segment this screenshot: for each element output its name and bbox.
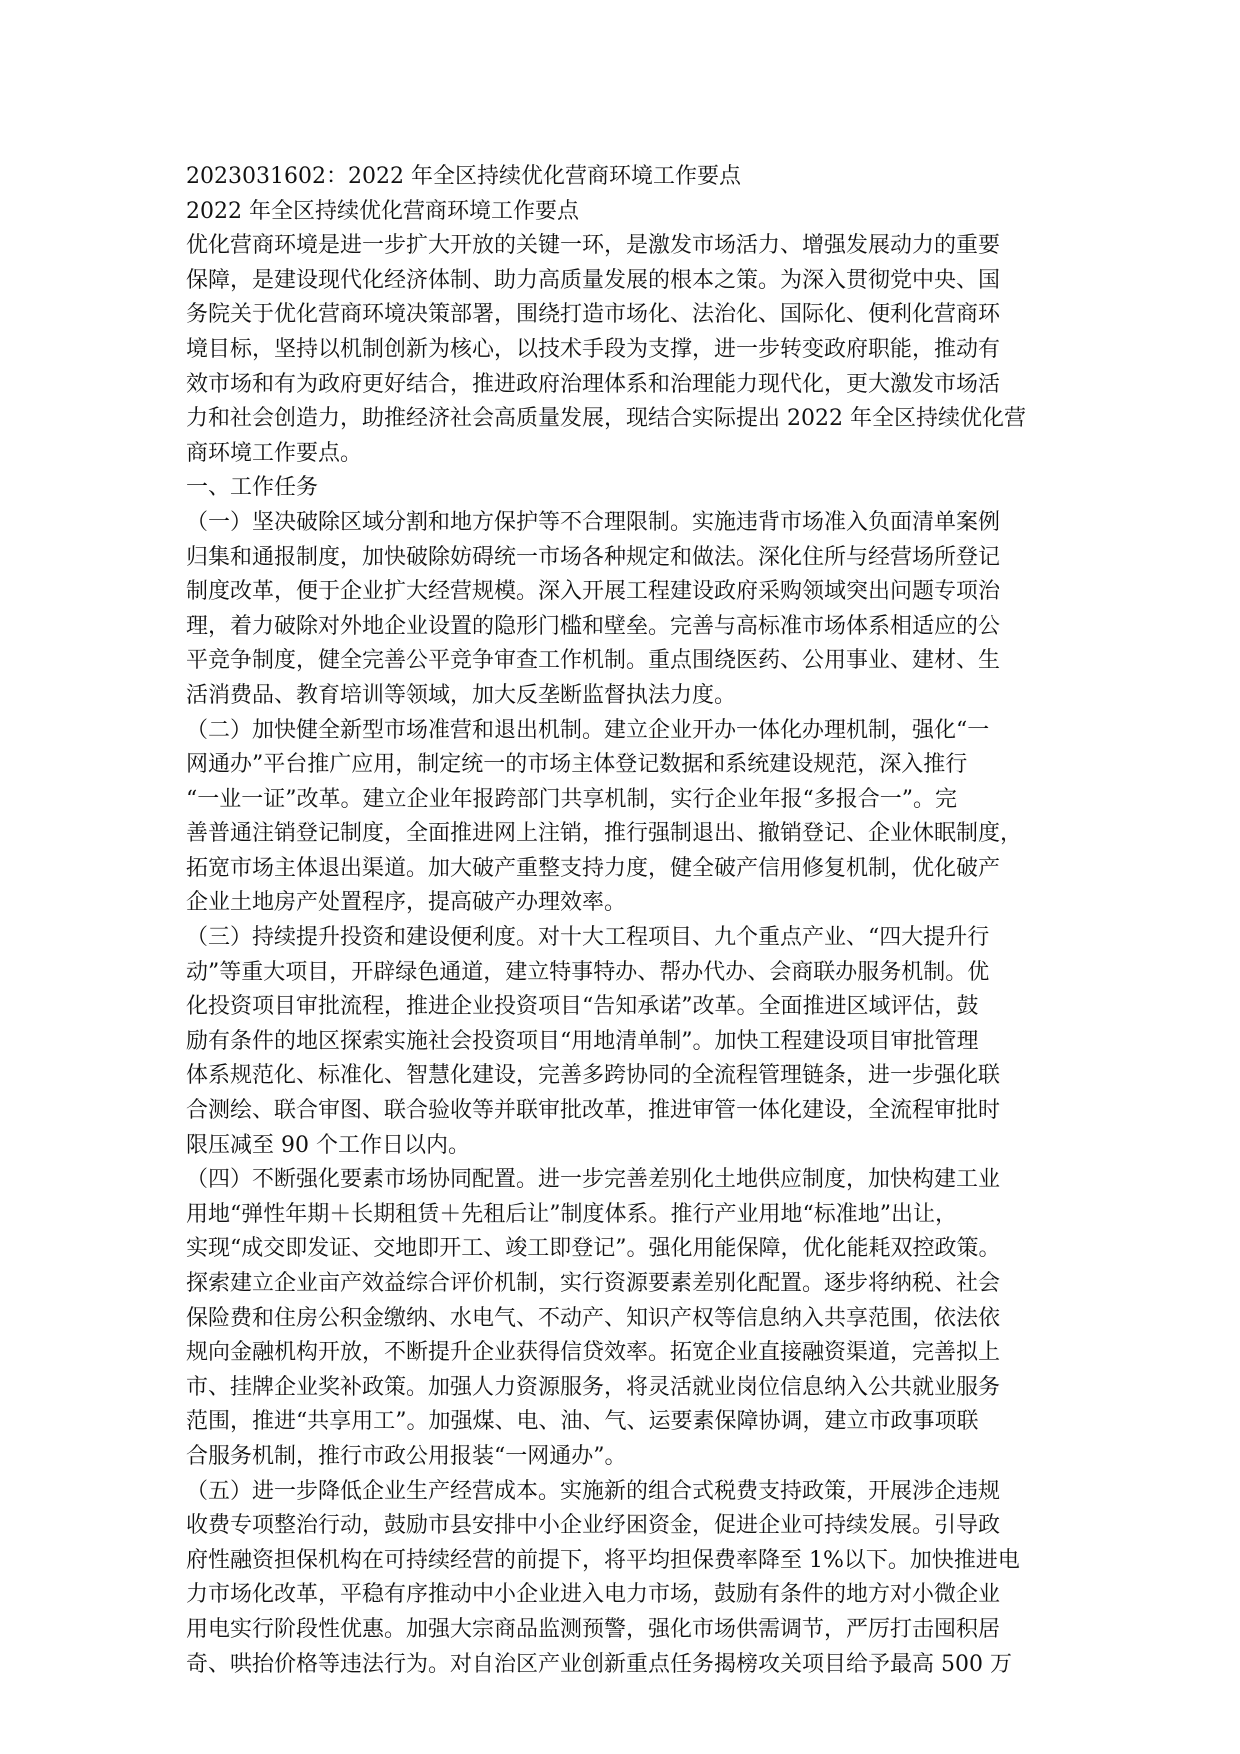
item-3-paragraph [186,921,1054,1163]
item-1-line: 活消费品、教育培训等领域，加大反垄断监督执法力度。 [186,682,737,708]
item-4-line: 范围，推进“共享用工”。加强煤、电、油、气、运要素保障协调，建立市政事项联 [186,1409,979,1435]
item-5-line: （五）进一步降低企业生产经营成本。实施新的组合式税费支持政策，开展涉企违规 [186,1478,1001,1504]
item-3-line: 限压减至 90 个工作日以内。 [186,1132,470,1158]
intro-line: 保障，是建设现代化经济体制、助力高质量发展的根本之策。为深入贯彻党中央、国 [186,267,1001,293]
item-2-line: （二）加快健全新型市场准营和退出机制。建立企业开办一体化办理机制，强化“一 [186,717,990,743]
item-5-line: 收费专项整治行动，鼓励市县安排中小企业纾困资金，促进企业可持续发展。引导政 [186,1513,1001,1539]
item-1-line: （一）坚决破除区域分割和地方保护等不合理限制。实施违背市场准入负面清单案例 [186,509,1001,535]
item-4-line: 市、挂牌企业奖补政策。加强人力资源服务，将灵活就业岗位信息纳入公共就业服务 [186,1374,1001,1400]
document-header-line: 2023031602：2022 年全区持续优化营商环境工作要点 [186,164,741,189]
item-2-line: 拓宽市场主体退出渠道。加大破产重整支持力度，健全破产信用修复机制，优化破产 [186,855,1001,881]
item-3-line: 体系规范化、标准化、智慧化建设，完善多跨协同的全流程管理链条，进一步强化联 [186,1063,1001,1089]
document-title: 2022 年全区持续优化营商环境工作要点 [186,198,579,224]
item-5-line: 用电实行阶段性优惠。加强大宗商品监测预警，强化市场供需调节，严厉打击囤积居 [186,1616,1001,1642]
item-4-line: 探索建立企业亩产效益综合评价机制，实行资源要素差别化配置。逐步将纳税、社会 [186,1271,1001,1296]
item-3-line: （三）持续提升投资和建设便利度。对十大工程项目、九个重点产业、“四大提升行 [186,925,990,951]
intro-line: 优化营商环境是进一步扩大开放的关键一环，是激发市场活力、增强发展动力的重要 [186,233,1001,259]
item-2-line: “一业一证”改革。建立企业年报跨部门共享机制，实行企业年报“多报合一”。完 [186,786,957,812]
item-5-line: 奇、哄抬价格等违法行为。对自治区产业创新重点任务揭榜攻关项目给予最高 500 万 [186,1651,1012,1677]
item-3-line: 励有条件的地区探索实施社会投资项目“用地清单制”。加快工程建设项目审批管理 [186,1028,979,1054]
item-4-paragraph [186,1163,1054,1474]
item-3-line: 合测绘、联合审图、联合验收等并联审批改革，推进审管一体化建设，全流程审批时 [186,1098,1001,1124]
item-4-line: 实现“成交即发证、交地即开工、竣工即登记”。强化用能保障，优化能耗双控政策。 [186,1236,1001,1262]
item-4-line: 保险费和住房公积金缴纳、水电气、不动产、知识产权等信息纳入共享范围，依法依 [186,1305,1001,1331]
intro-line: 效市场和有为政府更好结合，推进政府治理体系和治理能力现代化，更大激发市场活 [186,371,1001,397]
item-1-line: 制度改革，便于企业扩大经营规模。深入开展工程建设政府采购领域突出问题专项治 [186,579,1001,605]
intro-paragraph [186,229,1054,471]
item-3-line: 动”等重大项目，开辟绿色通道，建立特事特办、帮办代办、会商联办服务机制。优 [186,959,990,985]
document-page [186,160,1054,1682]
intro-line: 力和社会创造力，助推经济社会高质量发展，现结合实际提出 2022 年全区持续优化营 [186,406,1026,432]
item-5-paragraph [186,1475,1054,1683]
intro-line: 境目标，坚持以机制创新为核心，以技术手段为支撑，进一步转变政府职能，推动有 [186,336,1001,362]
item-4-line: （四）不断强化要素市场协同配置。进一步完善差别化土地供应制度，加快构建工业 [186,1167,1001,1193]
section-heading: 一、工作任务 [186,475,319,501]
item-3-line: 化投资项目审批流程，推进企业投资项目“告知承诺”改革。全面推进区域评估，鼓 [186,994,979,1020]
item-1-line: 归集和通报制度，加快破除妨碍统一市场各种规定和做法。深化住所与经营场所登记 [186,544,1001,570]
item-5-line: 力市场化改革，平稳有序推动中小企业进入电力市场，鼓励有条件的地方对小微企业 [186,1582,1001,1608]
item-1-line: 平竞争制度，健全完善公平竞争审查工作机制。重点围绕医药、公用事业、建材、生 [186,648,1001,674]
intro-line: 商环境工作要点。 [186,440,363,466]
item-2-line: 善普通注销登记制度，全面推进网上注销，推行强制退出、撤销登记、企业休眠制度， [186,821,1023,847]
item-2-paragraph [186,714,1054,922]
item-1-line: 理，着力破除对外地企业设置的隐形门槛和壁垒。完善与高标准市场体系相适应的公 [186,613,1001,639]
item-2-line: 网通办”平台推广应用，制定统一的市场主体登记数据和系统建设规范，深入推行 [186,752,968,778]
item-5-line: 府性融资担保机构在可持续经营的前提下，将平均担保费率降至 1%以下。加快推进电 [186,1547,1020,1573]
item-4-line: 用地“弹性年期＋长期租赁＋先租后让”制度体系。推行产业用地“标准地”出让， [186,1201,957,1227]
item-4-line: 合服务机制，推行市政公用报装“一网通办”。 [186,1443,627,1469]
item-1-paragraph [186,506,1054,714]
intro-line: 务院关于优化营商环境决策部署，围绕打造市场化、法治化、国际化、便利化营商环 [186,302,1001,328]
item-2-line: 企业土地房产处置程序，提高破产办理效率。 [186,890,627,916]
item-4-line: 规向金融机构开放，不断提升企业获得信贷效率。拓宽企业直接融资渠道，完善拟上 [186,1340,1001,1366]
